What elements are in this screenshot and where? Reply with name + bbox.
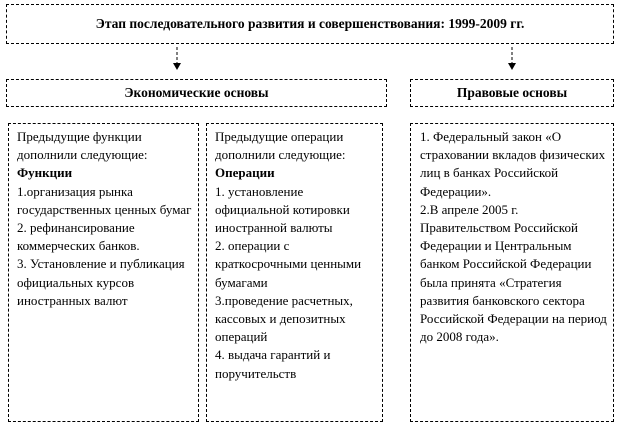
operations-label: Операции: [215, 165, 275, 181]
list-item: 3.проведение расчетных, кассовых и депозитных операций: [215, 292, 353, 345]
list-item: 1. установление официальной котировки иностранной валюты: [215, 183, 350, 236]
list-item: 1.организация рынка государственных ценных бумаг: [17, 183, 192, 217]
list-item: 4. выдача гарантий и поручительств: [215, 347, 331, 381]
operations-intro: Предыдущие операции дополнили следующие:: [215, 129, 346, 163]
legal-heading-box: [410, 79, 614, 107]
list-item: 3. Установление и публикация официальных курсов иностранных валют: [17, 256, 185, 308]
economic-heading: Экономические основы: [124, 85, 269, 100]
legal-box: [410, 123, 614, 422]
list-item: 2. операции с краткосрочными ценными бумагами: [215, 238, 362, 290]
list-item: 2. рефинансирование коммерческих банков.: [17, 220, 140, 254]
list-item: 1. Федеральный закон «О страховании вкладов физических лиц в банках Российской Федерации».: [420, 129, 606, 199]
functions-box: [8, 123, 199, 422]
list-item: 2.В апреле 2005 г. Правительством Российской Федерации и Центральным банком Российской Федерации была принята «Стратегия развития банковского сектора Российской Федерации на период до 2008 года».: [420, 201, 607, 345]
arrow-down-icon: [171, 47, 183, 71]
operations-box: [206, 123, 383, 422]
legal-heading: Правовые основы: [456, 85, 568, 100]
functions-intro: Предыдущие функции дополнили следующие:: [17, 129, 148, 163]
stage-title: Этап последовательного развития и совершенствования: 1999-2009 гг.: [95, 16, 525, 31]
economic-heading-box: [6, 79, 387, 107]
arrow-down-icon: [506, 47, 518, 71]
stage-title-box: [6, 4, 614, 44]
functions-label: Функции: [17, 165, 73, 181]
